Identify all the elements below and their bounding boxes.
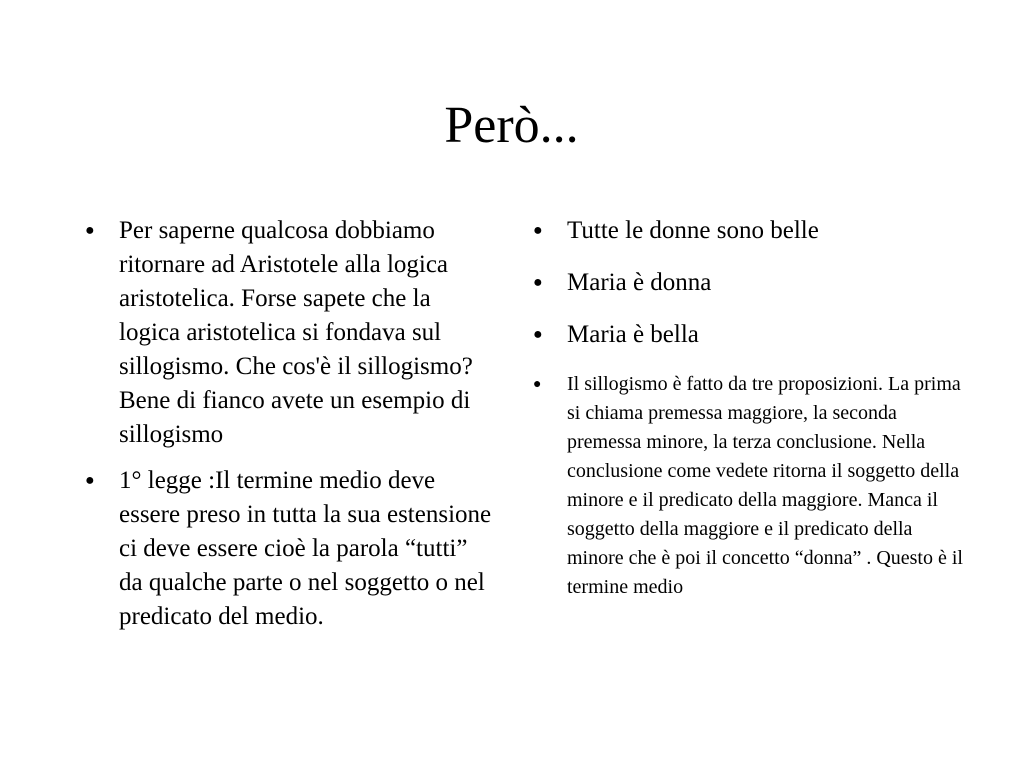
list-item <box>533 214 963 248</box>
slide-title: Però... <box>444 97 579 154</box>
list-item <box>533 370 963 602</box>
bullet-icon: ● <box>533 377 542 392</box>
bullet-text: Per saperne qualcosa dobbiamo ritornare ad Aristotele alla logica aristotelica. Forse sapete che la logica aristotelica si fondava sul sillogismo. Che cos'è il sillogismo? Bene di fianco avete un esempio di sillogismo <box>119 217 473 448</box>
bullet-icon: ● <box>85 222 95 239</box>
bullet-icon: ● <box>533 274 543 291</box>
list-item <box>533 318 963 352</box>
bullet-text: 1° legge :Il termine medio deve essere preso in tutta la sua estensione ci deve essere cioè la parola “tutti” da qualche parte o nel soggetto o nel predicato del medio. <box>119 467 492 630</box>
bullet-text: Tutte le donne sono belle <box>567 217 819 244</box>
bullet-icon: ● <box>533 222 543 239</box>
list-item <box>85 464 495 634</box>
right-column-list <box>533 214 963 602</box>
bullet-text: Maria è bella <box>567 321 699 348</box>
bullet-icon: ● <box>533 326 543 343</box>
bullet-text: Maria è donna <box>567 269 712 296</box>
bullet-icon: ● <box>85 472 95 489</box>
list-item <box>533 266 963 300</box>
list-item <box>85 214 495 452</box>
bullet-text: Il sillogismo è fatto da tre proposizioni. La prima si chiama premessa maggiore, la seconda premessa minore, la terza conclusione. Nella conclusione come vedete ritorna il soggetto della minore e il predicato della maggiore. Manca il soggetto della maggiore e il predicato della minore che è poi il concetto “donna” . Questo è il termine medio <box>567 373 963 598</box>
left-column-list <box>85 214 495 646</box>
